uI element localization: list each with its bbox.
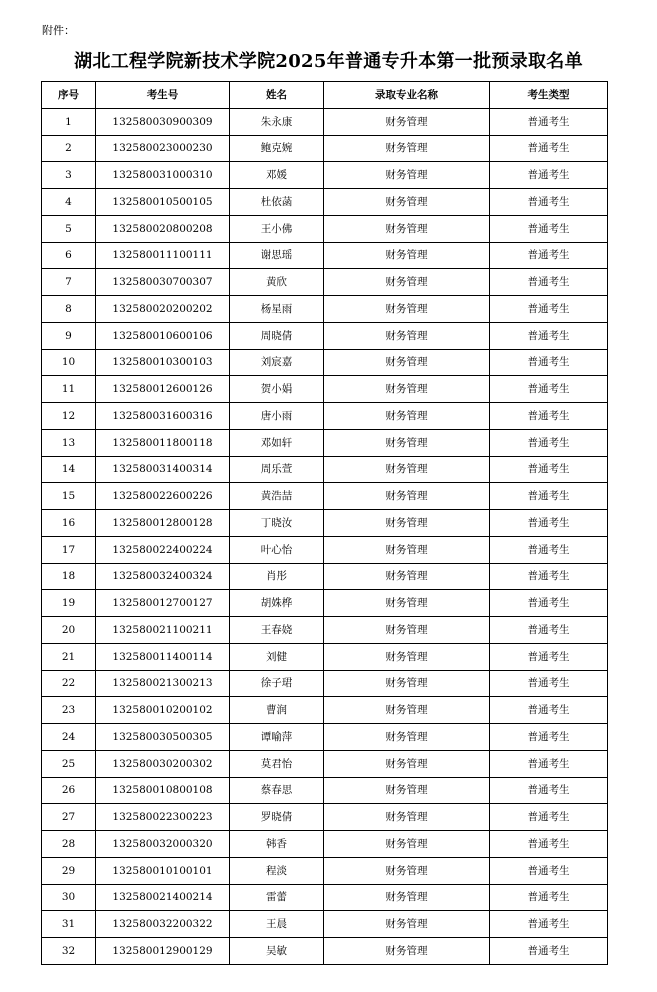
cell-index: 10 bbox=[42, 349, 96, 376]
cell-name: 王春娆 bbox=[230, 617, 324, 644]
cell-index: 18 bbox=[42, 563, 96, 590]
cell-major: 财务管理 bbox=[324, 162, 490, 189]
cell-major: 财务管理 bbox=[324, 296, 490, 323]
cell-name: 谢思瑶 bbox=[230, 242, 324, 269]
cell-type: 普通考生 bbox=[490, 429, 608, 456]
table-row bbox=[42, 617, 608, 644]
cell-index: 25 bbox=[42, 750, 96, 777]
cell-index: 3 bbox=[42, 162, 96, 189]
cell-type: 普通考生 bbox=[490, 510, 608, 537]
cell-name: 罗晓倩 bbox=[230, 804, 324, 831]
col-header-major: 录取专业名称 bbox=[324, 82, 490, 109]
cell-major: 财务管理 bbox=[324, 403, 490, 430]
cell-index: 32 bbox=[42, 938, 96, 965]
cell-major: 财务管理 bbox=[324, 189, 490, 216]
col-header-index: 序号 bbox=[42, 82, 96, 109]
cell-index: 31 bbox=[42, 911, 96, 938]
cell-index: 11 bbox=[42, 376, 96, 403]
cell-index: 13 bbox=[42, 429, 96, 456]
cell-exam-id: 132580031000310 bbox=[96, 162, 230, 189]
cell-name: 杜依菡 bbox=[230, 189, 324, 216]
table-row bbox=[42, 938, 608, 965]
table-row bbox=[42, 831, 608, 858]
cell-type: 普通考生 bbox=[490, 911, 608, 938]
cell-major: 财务管理 bbox=[324, 242, 490, 269]
cell-index: 7 bbox=[42, 269, 96, 296]
cell-name: 蔡春思 bbox=[230, 777, 324, 804]
cell-major: 财务管理 bbox=[324, 750, 490, 777]
cell-name: 邓如轩 bbox=[230, 429, 324, 456]
cell-index: 21 bbox=[42, 643, 96, 670]
table-row bbox=[42, 215, 608, 242]
cell-exam-id: 132580011400114 bbox=[96, 643, 230, 670]
cell-exam-id: 132580021300213 bbox=[96, 670, 230, 697]
cell-type: 普通考生 bbox=[490, 670, 608, 697]
table-row bbox=[42, 269, 608, 296]
cell-index: 29 bbox=[42, 857, 96, 884]
cell-type: 普通考生 bbox=[490, 189, 608, 216]
cell-major: 财务管理 bbox=[324, 724, 490, 751]
cell-index: 16 bbox=[42, 510, 96, 537]
cell-exam-id: 132580022300223 bbox=[96, 804, 230, 831]
cell-index: 6 bbox=[42, 242, 96, 269]
cell-type: 普通考生 bbox=[490, 750, 608, 777]
cell-major: 财务管理 bbox=[324, 135, 490, 162]
cell-exam-id: 132580020800208 bbox=[96, 215, 230, 242]
table-row bbox=[42, 563, 608, 590]
cell-exam-id: 132580010200102 bbox=[96, 697, 230, 724]
cell-name: 刘健 bbox=[230, 643, 324, 670]
cell-type: 普通考生 bbox=[490, 804, 608, 831]
table-row bbox=[42, 108, 608, 135]
cell-type: 普通考生 bbox=[490, 135, 608, 162]
cell-major: 财务管理 bbox=[324, 322, 490, 349]
cell-exam-id: 132580030500305 bbox=[96, 724, 230, 751]
cell-type: 普通考生 bbox=[490, 938, 608, 965]
cell-type: 普通考生 bbox=[490, 590, 608, 617]
cell-major: 财务管理 bbox=[324, 884, 490, 911]
cell-index: 23 bbox=[42, 697, 96, 724]
cell-major: 财务管理 bbox=[324, 777, 490, 804]
cell-major: 财务管理 bbox=[324, 510, 490, 537]
cell-name: 丁晓汝 bbox=[230, 510, 324, 537]
cell-type: 普通考生 bbox=[490, 269, 608, 296]
table-row bbox=[42, 884, 608, 911]
col-header-type: 考生类型 bbox=[490, 82, 608, 109]
cell-index: 30 bbox=[42, 884, 96, 911]
cell-exam-id: 132580022600226 bbox=[96, 483, 230, 510]
cell-index: 5 bbox=[42, 215, 96, 242]
table-row bbox=[42, 777, 608, 804]
cell-name: 黄欣 bbox=[230, 269, 324, 296]
cell-exam-id: 132580021100211 bbox=[96, 617, 230, 644]
cell-type: 普通考生 bbox=[490, 617, 608, 644]
cell-index: 19 bbox=[42, 590, 96, 617]
table-row bbox=[42, 536, 608, 563]
cell-type: 普通考生 bbox=[490, 322, 608, 349]
cell-exam-id: 132580021400214 bbox=[96, 884, 230, 911]
cell-name: 韩香 bbox=[230, 831, 324, 858]
cell-major: 财务管理 bbox=[324, 590, 490, 617]
cell-name: 刘宸嘉 bbox=[230, 349, 324, 376]
table-row bbox=[42, 403, 608, 430]
cell-major: 财务管理 bbox=[324, 456, 490, 483]
cell-name: 徐子珺 bbox=[230, 670, 324, 697]
table-body bbox=[42, 108, 608, 964]
cell-name: 朱永康 bbox=[230, 108, 324, 135]
table-row bbox=[42, 510, 608, 537]
cell-type: 普通考生 bbox=[490, 483, 608, 510]
table-row bbox=[42, 750, 608, 777]
cell-index: 20 bbox=[42, 617, 96, 644]
document-title: 湖北工程学院新技术学院2025年普通专升本第一批预录取名单 bbox=[74, 51, 583, 72]
table-row bbox=[42, 911, 608, 938]
cell-type: 普通考生 bbox=[490, 697, 608, 724]
cell-exam-id: 132580022400224 bbox=[96, 536, 230, 563]
cell-type: 普通考生 bbox=[490, 724, 608, 751]
cell-type: 普通考生 bbox=[490, 296, 608, 323]
cell-index: 28 bbox=[42, 831, 96, 858]
cell-exam-id: 132580010100101 bbox=[96, 857, 230, 884]
cell-exam-id: 132580020200202 bbox=[96, 296, 230, 323]
cell-type: 普通考生 bbox=[490, 536, 608, 563]
table-row bbox=[42, 322, 608, 349]
cell-type: 普通考生 bbox=[490, 857, 608, 884]
cell-name: 肖彤 bbox=[230, 563, 324, 590]
cell-major: 财务管理 bbox=[324, 429, 490, 456]
cell-index: 14 bbox=[42, 456, 96, 483]
cell-major: 财务管理 bbox=[324, 831, 490, 858]
cell-exam-id: 132580011800118 bbox=[96, 429, 230, 456]
cell-exam-id: 132580012900129 bbox=[96, 938, 230, 965]
cell-exam-id: 132580010500105 bbox=[96, 189, 230, 216]
cell-major: 财务管理 bbox=[324, 697, 490, 724]
cell-type: 普通考生 bbox=[490, 349, 608, 376]
cell-index: 1 bbox=[42, 108, 96, 135]
cell-exam-id: 132580023000230 bbox=[96, 135, 230, 162]
cell-name: 吴敏 bbox=[230, 938, 324, 965]
cell-exam-id: 132580031600316 bbox=[96, 403, 230, 430]
cell-major: 财务管理 bbox=[324, 483, 490, 510]
cell-index: 9 bbox=[42, 322, 96, 349]
cell-name: 邓媛 bbox=[230, 162, 324, 189]
cell-name: 曹润 bbox=[230, 697, 324, 724]
cell-index: 4 bbox=[42, 189, 96, 216]
cell-name: 杨星雨 bbox=[230, 296, 324, 323]
table-row bbox=[42, 135, 608, 162]
cell-type: 普通考生 bbox=[490, 376, 608, 403]
table-row bbox=[42, 590, 608, 617]
table-row bbox=[42, 697, 608, 724]
table-row bbox=[42, 857, 608, 884]
table-row bbox=[42, 429, 608, 456]
cell-major: 财务管理 bbox=[324, 536, 490, 563]
cell-type: 普通考生 bbox=[490, 643, 608, 670]
cell-type: 普通考生 bbox=[490, 563, 608, 590]
cell-exam-id: 132580012800128 bbox=[96, 510, 230, 537]
cell-name: 谭喻萍 bbox=[230, 724, 324, 751]
cell-index: 27 bbox=[42, 804, 96, 831]
table-row bbox=[42, 296, 608, 323]
cell-index: 15 bbox=[42, 483, 96, 510]
cell-exam-id: 132580030900309 bbox=[96, 108, 230, 135]
cell-index: 26 bbox=[42, 777, 96, 804]
cell-major: 财务管理 bbox=[324, 269, 490, 296]
cell-major: 财务管理 bbox=[324, 215, 490, 242]
cell-major: 财务管理 bbox=[324, 643, 490, 670]
cell-major: 财务管理 bbox=[324, 938, 490, 965]
cell-exam-id: 132580031400314 bbox=[96, 456, 230, 483]
cell-exam-id: 132580010300103 bbox=[96, 349, 230, 376]
cell-major: 财务管理 bbox=[324, 857, 490, 884]
cell-type: 普通考生 bbox=[490, 831, 608, 858]
table-row bbox=[42, 804, 608, 831]
cell-type: 普通考生 bbox=[490, 162, 608, 189]
cell-type: 普通考生 bbox=[490, 242, 608, 269]
cell-type: 普通考生 bbox=[490, 777, 608, 804]
cell-major: 财务管理 bbox=[324, 911, 490, 938]
cell-index: 12 bbox=[42, 403, 96, 430]
cell-exam-id: 132580010600106 bbox=[96, 322, 230, 349]
table-header bbox=[42, 82, 608, 109]
cell-exam-id: 132580032400324 bbox=[96, 563, 230, 590]
cell-name: 周乐萱 bbox=[230, 456, 324, 483]
cell-major: 财务管理 bbox=[324, 670, 490, 697]
table-row bbox=[42, 189, 608, 216]
cell-name: 莫君怡 bbox=[230, 750, 324, 777]
table-row bbox=[42, 162, 608, 189]
cell-index: 2 bbox=[42, 135, 96, 162]
cell-type: 普通考生 bbox=[490, 215, 608, 242]
cell-type: 普通考生 bbox=[490, 108, 608, 135]
cell-exam-id: 132580030200302 bbox=[96, 750, 230, 777]
table-row bbox=[42, 483, 608, 510]
cell-exam-id: 132580030700307 bbox=[96, 269, 230, 296]
cell-type: 普通考生 bbox=[490, 456, 608, 483]
attachment-label: 附件： bbox=[42, 24, 75, 37]
cell-major: 财务管理 bbox=[324, 108, 490, 135]
cell-index: 24 bbox=[42, 724, 96, 751]
table-row bbox=[42, 670, 608, 697]
cell-name: 胡姝桦 bbox=[230, 590, 324, 617]
cell-name: 叶心怡 bbox=[230, 536, 324, 563]
header-row bbox=[42, 82, 608, 109]
cell-major: 财务管理 bbox=[324, 349, 490, 376]
table-row bbox=[42, 242, 608, 269]
cell-index: 8 bbox=[42, 296, 96, 323]
cell-type: 普通考生 bbox=[490, 884, 608, 911]
cell-name: 黄浩喆 bbox=[230, 483, 324, 510]
table-row bbox=[42, 643, 608, 670]
table-row bbox=[42, 456, 608, 483]
cell-major: 财务管理 bbox=[324, 563, 490, 590]
cell-name: 雷蕾 bbox=[230, 884, 324, 911]
col-header-name: 姓名 bbox=[230, 82, 324, 109]
cell-name: 唐小雨 bbox=[230, 403, 324, 430]
cell-name: 程淡 bbox=[230, 857, 324, 884]
cell-name: 王小佛 bbox=[230, 215, 324, 242]
cell-major: 财务管理 bbox=[324, 617, 490, 644]
cell-type: 普通考生 bbox=[490, 403, 608, 430]
table-row bbox=[42, 724, 608, 751]
cell-exam-id: 132580032000320 bbox=[96, 831, 230, 858]
cell-major: 财务管理 bbox=[324, 804, 490, 831]
cell-exam-id: 132580032200322 bbox=[96, 911, 230, 938]
cell-name: 鲍克婉 bbox=[230, 135, 324, 162]
admission-table bbox=[41, 81, 608, 965]
cell-name: 周晓倩 bbox=[230, 322, 324, 349]
cell-exam-id: 132580010800108 bbox=[96, 777, 230, 804]
cell-exam-id: 132580011100111 bbox=[96, 242, 230, 269]
cell-name: 王晨 bbox=[230, 911, 324, 938]
cell-name: 贺小娟 bbox=[230, 376, 324, 403]
table-row bbox=[42, 349, 608, 376]
cell-index: 17 bbox=[42, 536, 96, 563]
cell-major: 财务管理 bbox=[324, 376, 490, 403]
cell-exam-id: 132580012700127 bbox=[96, 590, 230, 617]
table-row bbox=[42, 376, 608, 403]
cell-index: 22 bbox=[42, 670, 96, 697]
cell-exam-id: 132580012600126 bbox=[96, 376, 230, 403]
col-header-exam-id: 考生号 bbox=[96, 82, 230, 109]
